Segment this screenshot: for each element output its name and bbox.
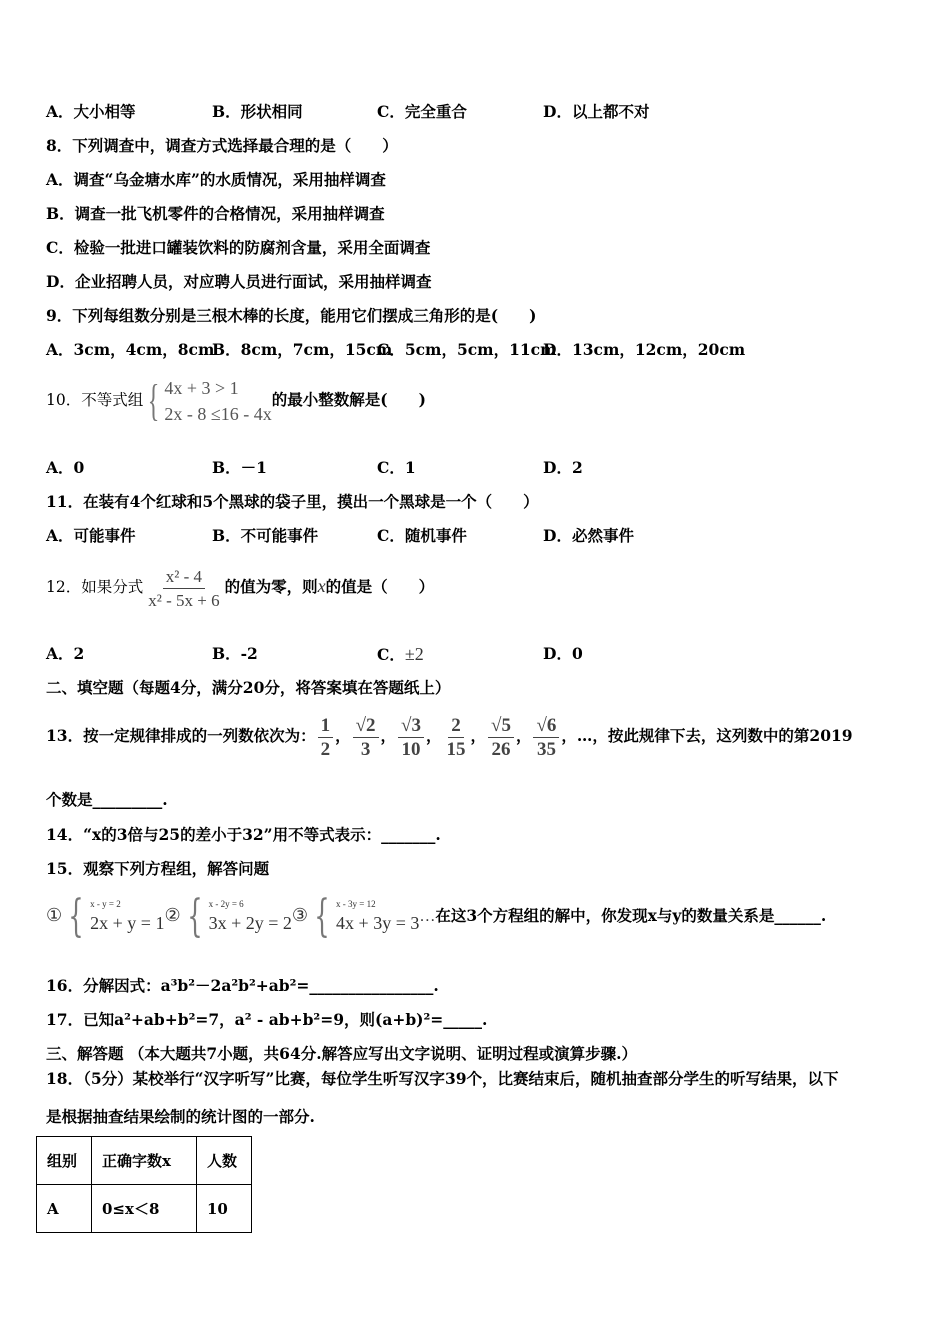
q10-line xyxy=(46,372,426,429)
q10-suffix: 的最小整数解是( ) xyxy=(271,390,426,409)
q12-fraction xyxy=(145,565,222,612)
equation-top: x - 3y = 12 xyxy=(336,898,376,909)
q12-option-b: B．-2 xyxy=(212,644,258,663)
q8-option-a: A．调查“乌金塘水库”的水质情况，采用抽样调查 xyxy=(46,170,386,189)
fraction-numerator: √5 xyxy=(488,714,514,738)
q10-inequality-system xyxy=(143,373,272,429)
q9-option-d: D．13cm，12cm，20cm xyxy=(543,340,746,359)
q8-option-d: D．企业招聘人员，对应聘人员进行面试，采用抽样调查 xyxy=(46,272,432,291)
q9-option-a: A．3cm，4cm，8cm xyxy=(46,340,215,359)
q11-stem: 11．在装有4个红球和5个黑球的袋子里，摸出一个黑球是一个（ ） xyxy=(46,492,539,511)
q8-stem: 8．下列调查中，调查方式选择最合理的是（ ） xyxy=(46,136,398,155)
q10-option-b: B．－1 xyxy=(212,458,267,477)
q8-option-c: C．检验一批进口罐装饮料的防腐剂含量，采用全面调查 xyxy=(46,238,431,257)
q15-question: 在这3个方程组的解中，你发现x与y的数量关系是______. xyxy=(435,906,827,925)
q7-option-d: D．以上都不对 xyxy=(543,102,650,121)
q12-suffix-b: 的值是（ ） xyxy=(325,577,435,596)
equation-top: x - y = 2 xyxy=(90,898,121,909)
q13-fraction-1 xyxy=(318,714,334,761)
q11-option-d: D．必然事件 xyxy=(543,526,634,545)
q10-option-c: C．1 xyxy=(377,458,416,477)
q13-fraction-2 xyxy=(353,714,379,761)
q13-line: 13．按一定规律排成的一列数依次为： $\frac{1}{2}$ ， $\frac{√2}{3}$ ， $\frac{√3}{10}$ ， $\frac{2}{15}$ ， $\frac{√5}{26}$ ， $\frac{√6}{35}$ ，…，按此规律下去，这列数中的第2019 xyxy=(46,714,853,760)
table-header-row xyxy=(37,1137,252,1185)
q13-fraction-6 xyxy=(533,714,559,761)
fraction-denominator: 26 xyxy=(491,738,511,760)
fraction-numerator: √6 xyxy=(533,714,559,738)
fraction-denominator: 15 xyxy=(446,738,466,760)
table-cell: A xyxy=(37,1185,92,1233)
equation-bottom: 3x + 2y = 2 xyxy=(208,912,292,933)
q18-line-2: 是根据抽查结果绘制的统计图的一部分. xyxy=(46,1107,315,1126)
q12-option-c-math: ±2 xyxy=(404,644,424,664)
section-3-title: 三、解答题 （本大题共7小题，共64分.解答应写出文字说明、证明过程或演算步骤.） xyxy=(46,1044,638,1063)
q14-text: 14．“x的3倍与25的差小于32”用不等式表示：_______. xyxy=(46,825,441,844)
q15-system-3 xyxy=(291,890,420,942)
table-row xyxy=(37,1185,252,1233)
q9-option-b: B．8cm，7cm，15cm xyxy=(212,340,393,359)
q18-line-1: 18．（5分）某校举行“汉字听写”比赛，每位学生听写汉字39个，比赛结束后，随机抽查部分学生的听写结果，以下 xyxy=(46,1069,839,1088)
fraction-denominator: 35 xyxy=(536,738,556,760)
q11-option-b: B．不可能事件 xyxy=(212,526,319,545)
q17-text: 17．已知a²+ab+b²=7，a² - ab+b²=9，则(a+b)²=_____. xyxy=(46,1010,488,1029)
equation-bottom: 2x + y = 1 xyxy=(90,912,165,933)
q15-systems xyxy=(46,886,826,946)
table-header-cell: 人数 xyxy=(197,1137,252,1185)
q10-inequality-2: 2x - 8 ≤16 - 4x xyxy=(164,404,272,425)
q11-option-c: C．随机事件 xyxy=(377,526,467,545)
brace-icon: { xyxy=(186,890,203,942)
circled-number: ② xyxy=(164,905,181,925)
table-cell: 10 xyxy=(197,1185,252,1233)
q13-fraction-3 xyxy=(398,714,424,761)
circled-number: ① xyxy=(46,905,63,925)
table-cell: 0≤x＜8 xyxy=(92,1185,197,1233)
q13-fraction-5 xyxy=(488,714,514,761)
fraction-numerator: 1 xyxy=(318,714,334,738)
q18-table xyxy=(36,1136,252,1233)
q15-system-2 xyxy=(164,890,292,942)
q15-ellipsis: … xyxy=(419,908,436,925)
q7-option-a: A．大小相等 xyxy=(46,102,136,121)
table-header-cell: 组别 xyxy=(37,1137,92,1185)
brace-icon: { xyxy=(68,890,84,942)
q10-option-d: D．2 xyxy=(543,458,583,477)
q10-option-a: A．0 xyxy=(46,458,85,477)
brace-icon: { xyxy=(147,376,160,426)
q15-system-1 xyxy=(46,890,165,942)
q10-inequality-1: 4x + 3 > 1 xyxy=(164,378,239,399)
q11-option-a: A．可能事件 xyxy=(46,526,136,545)
fraction-denominator: 10 xyxy=(401,738,421,760)
q12-denominator: x² - 5x + 6 xyxy=(148,590,220,610)
q12-prefix: 12．如果分式 xyxy=(46,578,144,596)
q9-option-c: C．5cm，5cm，11cm xyxy=(377,340,557,359)
q16-text: 16．分解因式：a³b²－2a²b²+ab²=________________. xyxy=(46,976,439,995)
q8-option-b: B．调查一批飞机零件的合格情况，采用抽样调查 xyxy=(46,204,385,223)
q13-prefix: 13．按一定规律排成的一列数依次为： xyxy=(46,726,316,745)
q7-option-b: B．形状相同 xyxy=(212,102,303,121)
fraction-numerator: 2 xyxy=(448,714,464,738)
q12-line xyxy=(46,560,434,613)
section-2-title: 二、填空题（每题4分，满分20分，将答案填在答题纸上） xyxy=(46,678,451,697)
q12-option-d: D．0 xyxy=(543,644,583,663)
q12-option-a: A．2 xyxy=(46,644,85,663)
q12-option-c-label: C． xyxy=(377,645,405,664)
q10-prefix: 10．不等式组 xyxy=(46,391,144,409)
fraction-numerator: √2 xyxy=(353,714,379,738)
equation-bottom: 4x + 3y = 3 xyxy=(336,912,420,933)
brace-icon: { xyxy=(314,890,330,942)
q7-option-c: C．完全重合 xyxy=(377,102,467,121)
q13-suffix: ，…，按此规律下去，这列数中的第2019 xyxy=(561,726,853,745)
q12-numerator: x² - 4 xyxy=(163,565,205,589)
q13-line-2: 个数是_________. xyxy=(46,790,168,809)
q12-suffix-a: 的值为零，则 xyxy=(224,577,318,596)
circled-number: ③ xyxy=(291,905,309,925)
fraction-denominator: 3 xyxy=(360,738,371,760)
q9-stem: 9．下列每组数分别是三根木棒的长度，能用它们摆成三角形的是( ) xyxy=(46,306,537,325)
equation-top: x - 2y = 6 xyxy=(208,898,244,909)
q12-variable: x xyxy=(317,576,326,596)
table-header-cell: 正确字数x xyxy=(92,1137,197,1185)
q15-stem: 15．观察下列方程组，解答问题 xyxy=(46,859,270,878)
fraction-numerator: √3 xyxy=(398,714,424,738)
fraction-denominator: 2 xyxy=(320,738,331,760)
q13-fraction-4 xyxy=(444,714,469,761)
q12-option-c xyxy=(377,644,424,665)
